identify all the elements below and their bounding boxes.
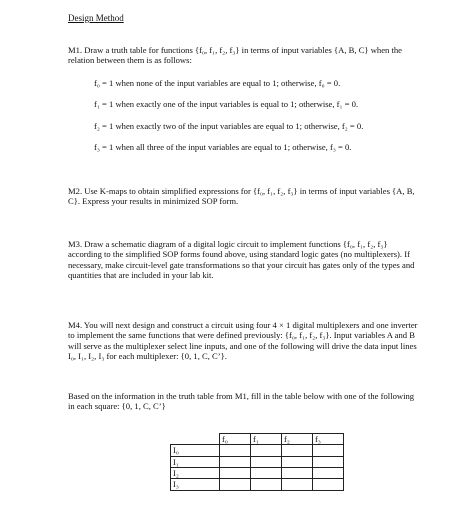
- table-cell[interactable]: [313, 468, 344, 479]
- table-cell[interactable]: [313, 479, 344, 490]
- table-cell[interactable]: [282, 468, 313, 479]
- table-cell[interactable]: [220, 479, 251, 490]
- column-header-f3: f₃: [313, 434, 344, 445]
- table-cell[interactable]: [220, 468, 251, 479]
- table-cell[interactable]: [282, 445, 313, 456]
- table-cell[interactable]: [220, 456, 251, 467]
- table-cell[interactable]: [282, 479, 313, 490]
- column-header-f2: f₂: [282, 434, 313, 445]
- m4-paragraph: M4. You will next design and construct a circuit using four 4 × 1 digital multiplexers and one inverter to implement the same functions that were defined previously: {f₀, f₁, f₂, f₃}. Input variables A and B will serve as the multiplexer select line inputs, and one of the following will drive the data input lines I₀, I₁, I₂, I₃ for each multiplexer: {0, 1, C, C’}.: [68, 320, 418, 362]
- m2-paragraph: M2. Use K-maps to obtain simplified expressions for {f₀, f₁, f₂, f₃} in terms of input variables {A, B, C}. Express your results in minimized SOP form.: [68, 186, 415, 207]
- row-header-i3: I₃: [171, 479, 220, 490]
- table-cell[interactable]: [313, 456, 344, 467]
- m1-paragraph: M1. Draw a truth table for functions {f₀, f₁, f₂, f₃} in terms of input variables {A, B, C} when the relation between them is as follows:: [68, 45, 402, 66]
- table-cell[interactable]: [251, 468, 282, 479]
- table-cell[interactable]: [220, 445, 251, 456]
- row-header-i2: I₂: [171, 468, 220, 479]
- m3-paragraph: M3. Draw a schematic diagram of a digital logic circuit to implement functions {f₀, f₁, f₂, f₃} according to the simplified SOP forms found above, using standard logic gates (no multiplexers). If necessary, make circuit-level gate transformations so that your circuit has gates only of the types and quantities that are included in your lab kit.: [68, 239, 415, 281]
- table-cell[interactable]: [282, 456, 313, 467]
- f0-definition: f₀ = 1 when none of the input variables are equal to 1; otherwise, f₀ = 0.: [94, 78, 341, 88]
- column-header-f0: f₀: [220, 434, 251, 445]
- table-cell[interactable]: [313, 445, 344, 456]
- table-row: [171, 445, 344, 456]
- mux-input-table: [170, 433, 344, 491]
- row-header-i1: I₁: [171, 456, 220, 467]
- table-header-row: [171, 434, 344, 445]
- table-row: [171, 468, 344, 479]
- row-header-i0: I₀: [171, 445, 220, 456]
- f1-definition: f₁ = 1 when exactly one of the input variables is equal to 1; otherwise, f₁ = 0.: [94, 99, 359, 109]
- page-title: Design Method: [68, 13, 124, 23]
- table-corner: [171, 434, 220, 445]
- column-header-f1: f₁: [251, 434, 282, 445]
- table-cell[interactable]: [251, 456, 282, 467]
- instruction-paragraph: Based on the information in the truth table from M1, fill in the table below with one of the following in each square: {0, 1, C, C’}: [68, 391, 415, 412]
- table-row: [171, 479, 344, 490]
- table-cell[interactable]: [251, 479, 282, 490]
- f2-definition: f₂ = 1 when exactly two of the input variables are equal to 1; otherwise, f₂ = 0.: [94, 121, 364, 131]
- f3-definition: f₃ = 1 when all three of the input variables are equal to 1; otherwise, f₃ = 0.: [94, 142, 352, 152]
- table-row: [171, 456, 344, 467]
- table-cell[interactable]: [251, 445, 282, 456]
